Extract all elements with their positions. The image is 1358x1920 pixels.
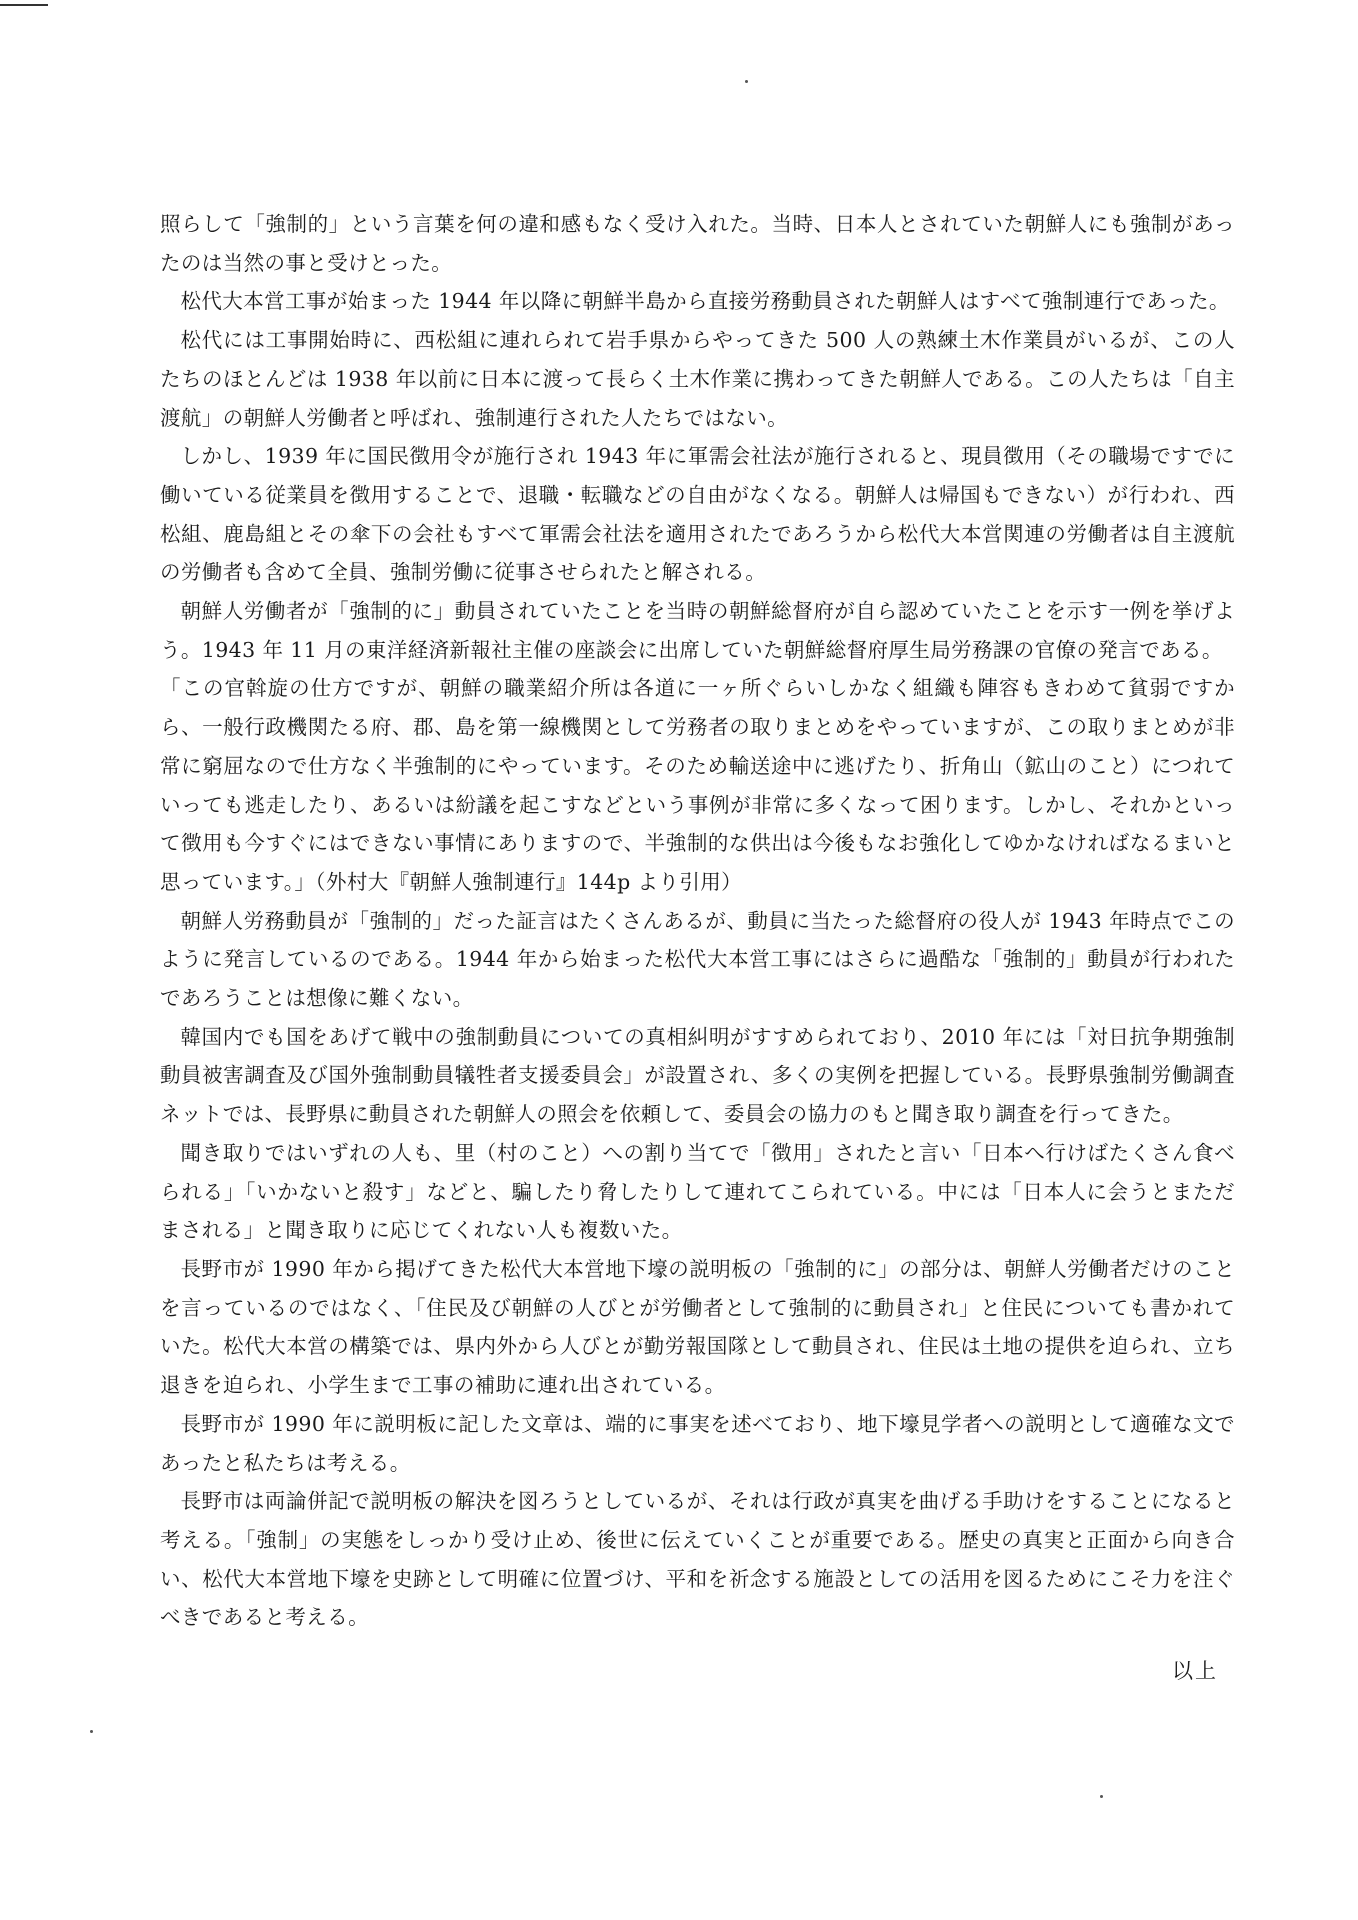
paragraph-3: 松代には工事開始時に、西松組に連れられて岩手県からやってきた 500 人の熟練土木作業員がいるが、この人たちのほとんどは 1938 年以前に日本に渡って長らく土木作業に携わってきた朝鮮人である。この人たちは「自主渡航」の朝鮮人労働者と呼ばれ、強制連行された人たちではない。: [160, 328, 1235, 430]
scan-speck: [1100, 1795, 1103, 1798]
paragraph-4: しかし、1939 年に国民徴用令が施行され 1943 年に軍需会社法が施行されると、現員徴用（その職場ですでに働いている従業員を徴用することで、退職・転職などの自由がなくなる。朝鮮人は帰国もできない）が行われ、西松組、鹿島組とその傘下の会社もすべて軍需会社法を適用されたであろうから松代大本営関連の労働者は自主渡航の労働者も含めて全員、強制労働に従事させられたと解される。: [160, 444, 1235, 585]
paragraph-12: 長野市は両論併記で説明板の解決を図ろうとしているが、それは行政が真実を曲げる手助けをすることになると考える。「強制」の実態をしっかり受け止め、後世に伝えていくことが重要である。歴史の真実と正面から向き合い、松代大本営地下壕を史跡として明確に位置づけ、平和を祈念する施設としての活用を図るためにこそ力を注ぐべきであると考える。: [160, 1489, 1235, 1630]
scan-corner-mark: [0, 4, 48, 6]
quotation-paragraph: 「この官斡旋の仕方ですが、朝鮮の職業紹介所は各道に一ヶ所ぐらいしかなく組織も陣容もきわめて貧弱ですから、一般行政機関たる府、郡、島を第一線機関として労務者の取りまとめをやっていますが、この取りまとめが非常に窮屈なので仕方なく半強制的にやっています。そのため輸送途中に逃げたり、折角山（鉱山のこと）につれていっても逃走したり、あるいは紛議を起こすなどという事例が非常に多くなって困ります。しかし、それかといって徴用も今すぐにはできない事情にありますので、半強制的な供出は今後もなお強化してゆかなければなるまいと思っています。」（外村大『朝鮮人強制連行』144p より引用）: [160, 676, 1235, 894]
closing-mark: 以上: [1172, 1659, 1218, 1683]
scan-speck: [90, 1730, 93, 1733]
paragraph-11: 長野市が 1990 年に説明板に記した文章は、端的に事実を述べており、地下壕見学者への説明として適確な文であったと私たちは考える。: [160, 1411, 1235, 1475]
paragraph-7: 朝鮮人労務動員が「強制的」だった証言はたくさんあるが、動員に当たった総督府の役人が 1943 年時点でこのように発言しているのである。1944 年から始まった松代大本営工事にはさらに過酷な「強制的」動員が行われたであろうことは想像に難くない。: [160, 908, 1235, 1011]
paragraph-10: 長野市が 1990 年から掲げてきた松代大本営地下壕の説明板の「強制的に」の部分は、朝鮮人労働者だけのことを言っているのではなく、「住民及び朝鮮の人びとが労働者として強制的に動員され」と住民についても書かれていた。松代大本営の構築では、県内外から人びとが勤労報国隊として動員され、住民は土地の提供を迫られ、立ち退きを迫られ、小学生まで工事の補助に連れ出されている。: [160, 1256, 1235, 1398]
paragraph-2: 松代大本営工事が始まった 1944 年以降に朝鮮半島から直接労務動員された朝鮮人はすべて強制連行であった。: [180, 289, 1230, 314]
paragraph-9: 聞き取りではいずれの人も、里（村のこと）への割り当てで「徴用」されたと言い「日本へ行けばたくさん食べられる」「いかないと殺す」などと、騙したり脅したりして連れてこられている。中には「日本人に会うとまただまされる」と聞き取りに応じてくれない人も複数いた。: [160, 1140, 1235, 1243]
paragraph-1: 照らして「強制的」という言葉を何の違和感もなく受け入れた。当時、日本人とされていた朝鮮人にも強制があったのは当然の事と受けとった。: [160, 212, 1235, 275]
scan-speck: [745, 80, 748, 83]
paragraph-5: 朝鮮人労働者が「強制的に」動員されていたことを当時の朝鮮総督府が自ら認めていたことを示す一例を挙げよう。1943 年 11 月の東洋経済新報社主催の座談会に出席していた朝鮮総督府厚生局労務課の官僚の発言である。: [160, 599, 1235, 662]
document-body: [160, 205, 1235, 1637]
paragraph-8: 韓国内でも国をあげて戦中の強制動員についての真相糾明がすすめられており、2010 年には「対日抗争期強制動員被害調査及び国外強制動員犠牲者支援委員会」が設置され、多くの実例を把握している。長野県強制労働調査ネットでは、長野県に動員された朝鮮人の照会を依頼して、委員会の協力のもと聞き取り調査を行ってきた。: [160, 1024, 1235, 1127]
